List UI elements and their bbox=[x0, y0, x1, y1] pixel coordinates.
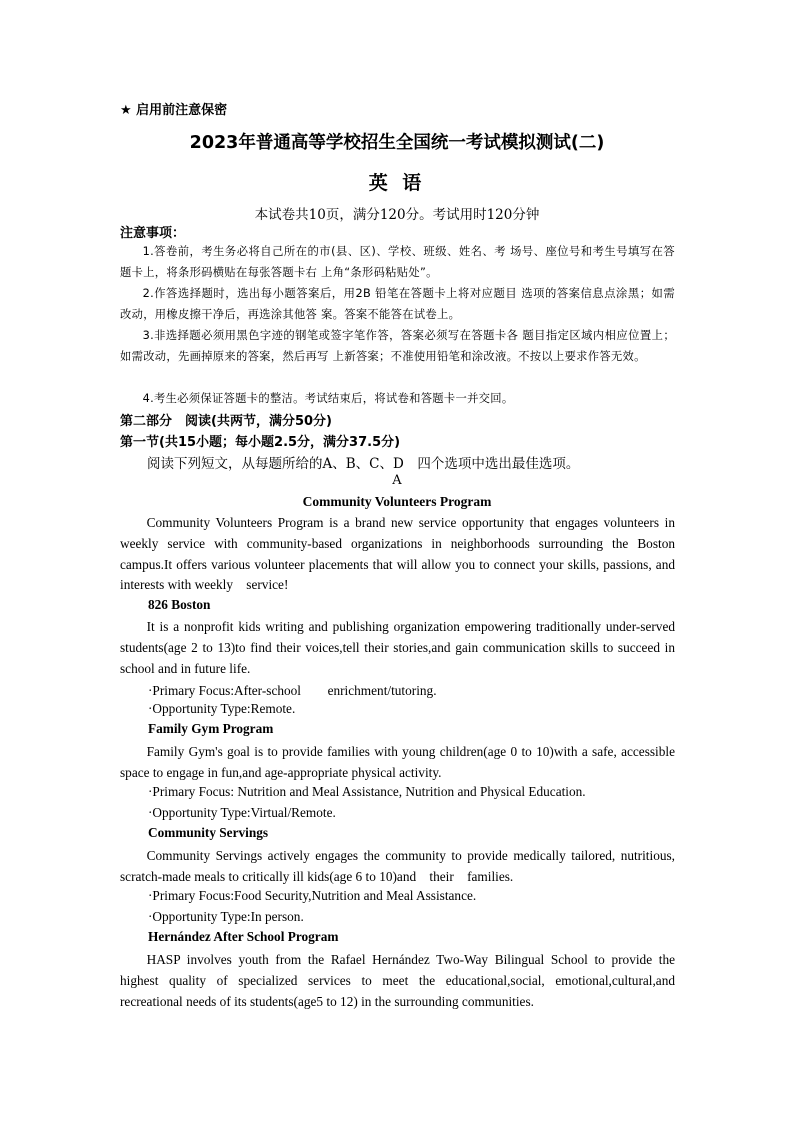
instructions: 阅读下列短文，从每题所给的A、B、C、D 四个选项中选出最佳选项。 bbox=[147, 456, 580, 472]
org-focus: ·Primary Focus:Food Security,Nutrition and Meal Assistance. bbox=[148, 888, 477, 903]
org-name: 826 Boston bbox=[148, 597, 211, 612]
passage-intro: Community Volunteers Program is a brand new service opportunity that engages volunteers in weekly service with community-based organizations in neighborhoods surrounding the Boston campus.It offers various volunteer placements that will allow you to connect your skills, passions, and interests with weekly service! bbox=[120, 515, 675, 593]
passage-title: Community Volunteers Program bbox=[302, 494, 492, 509]
section-heading: 第一节(共15小题；每小题2.5分，满分37.5分) bbox=[120, 435, 401, 450]
org-name: Community Servings bbox=[148, 825, 269, 840]
passage-letter: A bbox=[392, 473, 402, 488]
notes-heading: 注意事项： bbox=[120, 226, 186, 241]
org-focus: ·Primary Focus:After-school enrichment/tutoring. bbox=[148, 683, 437, 698]
org-description: HASP involves youth from the Rafael Hernández Two-Way Bilingual School to provide the highest quality of specialized services to meet the educational,social, emotional,cultural,and recreational needs of its students(age5 to 12) in the surrounding communities. bbox=[120, 952, 675, 1009]
note-item: 4.考生必须保证答题卡的整洁。考试结束后，将试卷和答题卡一并交回。 bbox=[142, 392, 514, 405]
exam-info: 本试卷共10页，满分120分。考试用时120分钟 bbox=[254, 207, 540, 223]
confidential-mark: ★ 启用前注意保密 bbox=[120, 103, 228, 118]
org-description: Family Gym's goal is to provide families with young children(age 0 to 10)with a safe, accessible space to engage in fun,and age-appropriate physical activity. bbox=[120, 744, 675, 780]
org-name: Family Gym Program bbox=[148, 721, 274, 736]
part-heading: 第二部分 阅读(共两节，满分50分) bbox=[120, 414, 332, 429]
exam-title: 2023年普通高等学校招生全国统一考试模拟测试(二) bbox=[189, 133, 605, 153]
note-item: 3.非选择题必须用黑色字迹的钢笔或签字笔作答，答案必须写在答题卡各 题目指定区域内相应位置上；如需改动，先画掉原来的答案，然后再写 上新答案；不准使用铅笔和涂改液。不按以上要求作答无效。 bbox=[120, 329, 675, 363]
org-type: ·Opportunity Type:In person. bbox=[148, 909, 304, 924]
note-item: 2.作答选择题时，选出每小题答案后，用2B 铅笔在答题卡上将对应题目 选项的答案信息点涂黑；如需改动，用橡皮擦干净后，再选涂其他答 案。答案不能答在试卷上。 bbox=[120, 287, 675, 321]
org-description: It is a nonprofit kids writing and publishing organization empowering traditionally under-served students(age 2 to 13)to find their voices,tell their stories,and gain communication skills to succeed in school and in future life. bbox=[120, 619, 675, 676]
subject-title: 英 语 bbox=[368, 172, 426, 194]
note-item: 1.答卷前，考生务必将自己所在的市(县、区)、学校、班级、姓名、考 场号、座位号和考生号填写在答题卡上，将条形码横贴在每张答题卡右 上角“条形码粘贴处”。 bbox=[120, 245, 675, 279]
org-focus: ·Primary Focus: Nutrition and Meal Assistance, Nutrition and Physical Education. bbox=[148, 784, 586, 799]
org-type: ·Opportunity Type:Remote. bbox=[148, 701, 296, 716]
org-type: ·Opportunity Type:Virtual/Remote. bbox=[148, 805, 336, 820]
org-name: Hernández After School Program bbox=[148, 929, 339, 944]
org-description: Community Servings actively engages the community to provide medically tailored, nutritious, scratch-made meals to critically ill kids(age 6 to 10)and their families. bbox=[120, 848, 675, 884]
